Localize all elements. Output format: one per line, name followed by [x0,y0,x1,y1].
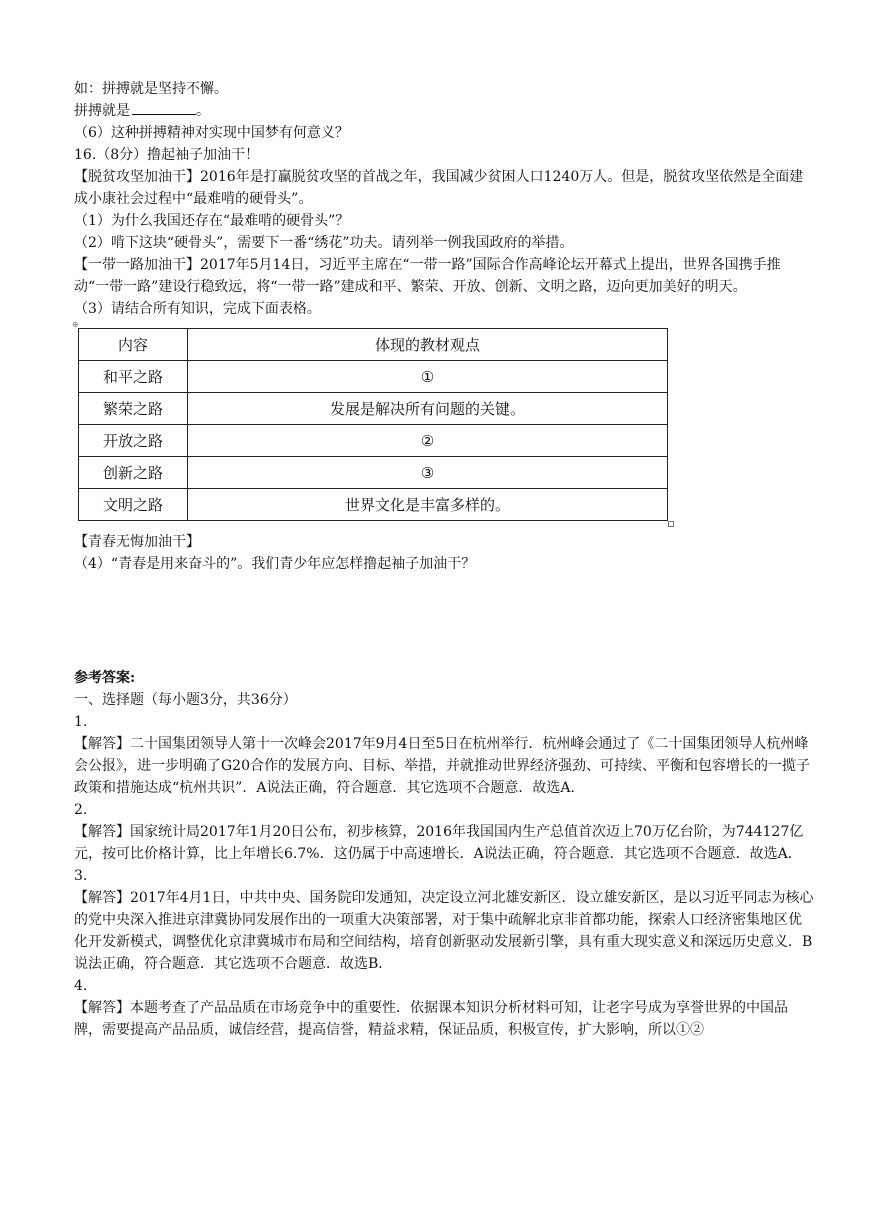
answer-number: 3. [74,868,88,884]
table-resize-handle[interactable] [668,521,674,527]
answers-section-title: 一、选择题（每小题3分，共36分） [74,692,297,708]
question-16-1: （1）为什么我国还存在“最难啃的硬骨头”？ [74,213,350,229]
table-row [79,489,668,521]
answer-table [78,328,668,521]
answer-explanation: 【解答】本题考查了产品品质在市场竞争中的重要性．依据课本知识分析材料可知，让老字号成为享誉世界的中国品牌，需要提高产品品质，诚信经营，提高信誉，精益求精，保证品质，积极宣传，扩大影响，所以①② [74,1000,788,1038]
fill-suffix: 。 [196,103,210,119]
question-16-2: （2）啃下这块“硬骨头”，需要下一番“绣花”功夫。请列举一例我国政府的举措。 [74,235,574,251]
question-16-3: （3）请结合所有知识，完成下面表格。 [74,301,321,317]
answer-table-container [72,320,668,521]
poverty-paragraph: 【脱贫攻坚加油干】2016年是打赢脱贫攻坚的首战之年，我国减少贫困人口1240万人。但是，脱贫攻坚依然是全面建成小康社会过程中“最难啃的硬骨头”。 [74,169,804,207]
table-row [79,361,668,393]
answer-explanation: 【解答】二十国集团领导人第十一次峰会2017年9月4日至5日在杭州举行．杭州峰会通过了《二十国集团领导人杭州峰会公报》，进一步明确了G20合作的发展方向、目标、举措，并就推动世界经济强劲、可持续、平衡和包容增长的一揽子政策和措施达成“杭州共识”．A说法正确，符合题意．其它选项不合题意．故选A． [74,736,810,796]
row-value: ③ [188,457,668,489]
answer-blank[interactable] [132,100,196,115]
row-value: ② [188,425,668,457]
question-6: （6）这种拼搏精神对实现中国梦有何意义？ [74,125,349,141]
row-label: 和平之路 [79,361,188,393]
table-row [79,457,668,489]
table-row [79,425,668,457]
row-label: 繁荣之路 [79,393,188,425]
fill-prefix: 拼搏就是 [74,103,130,119]
row-value: ① [188,361,668,393]
answer-number: 4. [74,978,88,994]
answers-heading: 参考答案: [74,670,136,686]
table-anchor-icon: ⊕ [72,320,79,329]
question-16-title: 16.（8分）撸起袖子加油干！ [74,147,260,163]
row-label: 创新之路 [79,457,188,489]
header-cell-viewpoint: 体现的教材观点 [188,329,668,361]
row-label: 开放之路 [79,425,188,457]
answer-explanation: 【解答】国家统计局2017年1月20日公布，初步核算，2016年我国国内生产总值首次迈上70万亿台阶，为744127亿元，按可比价格计算，比上年增长6.7%．这仍属于中高速增长．A说法正确，符合题意．其它选项不合题意．故选A． [74,824,804,862]
header-cell-content: 内容 [79,329,188,361]
belt-road-paragraph: 【一带一路加油干】2017年5月14日，习近平主席在“一带一路”国际合作高峰论坛开幕式上提出，世界各国携手推动“一带一路”建设行稳致远，将“一带一路”建成和平、繁荣、开放、创新、文明之路，迈向更加美好的明天。 [74,257,781,295]
row-value: 世界文化是丰富多样的。 [188,489,668,521]
question-16-4: （4）“青春是用来奋斗的”。我们青少年应怎样撸起袖子加油干？ [74,556,476,572]
youth-section-title: 【青春无悔加油干】 [74,534,200,550]
table-header-row [79,329,668,361]
example-line: 如：拼搏就是坚持不懈。 [74,81,228,97]
fill-in-line [74,100,814,122]
answer-number: 2. [74,802,88,818]
table-row [79,393,668,425]
answer-number: 1. [74,714,88,730]
row-value: 发展是解决所有问题的关键。 [188,393,668,425]
answer-space [74,575,814,667]
document-page [74,78,814,1041]
row-label: 文明之路 [79,489,188,521]
answer-explanation: 【解答】2017年4月1日，中共中央、国务院印发通知，决定设立河北雄安新区．设立雄安新区，是以习近平同志为核心的党中央深入推进京津冀协同发展作出的一项重大决策部署，对于集中疏解北京非首都功能，探索人口经济密集地区优化开发新模式，调整优化京津冀城市布局和空间结构，培育创新驱动发展新引擎，具有重大现实意义和深远历史意义．B说法正确，符合题意．其它选项不合题意．故选B． [74,890,814,972]
